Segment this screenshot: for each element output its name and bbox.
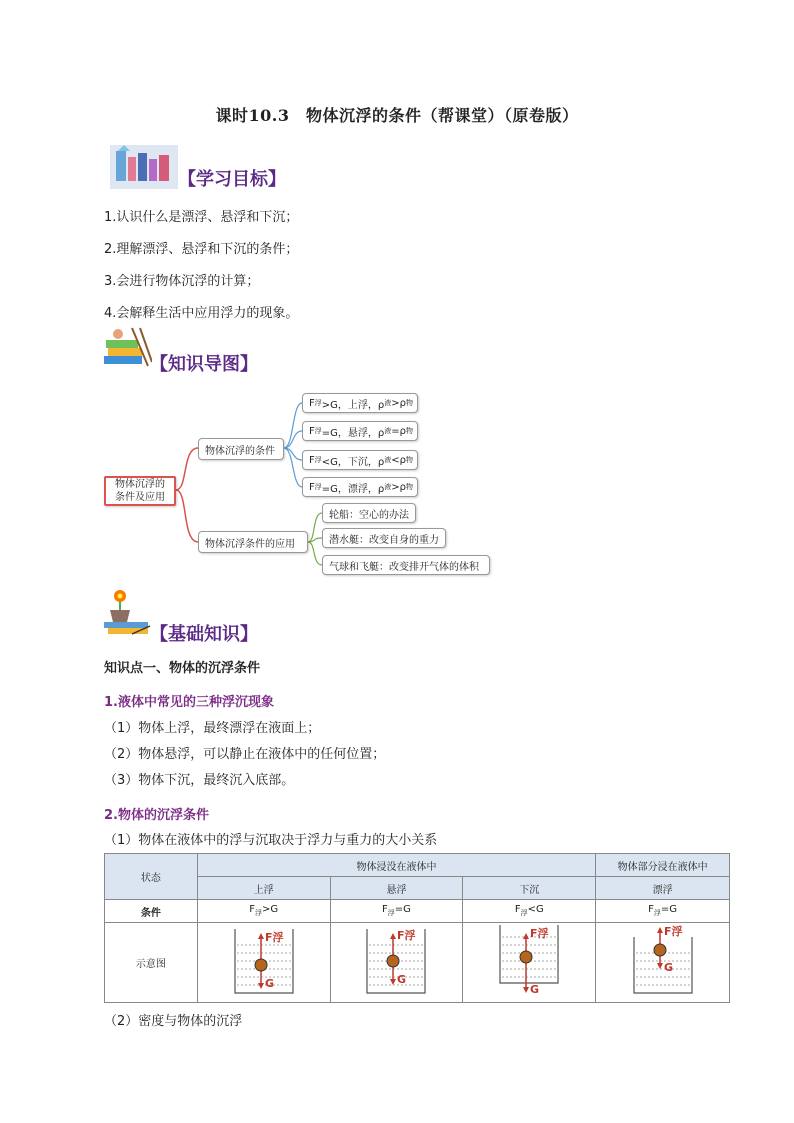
header-submerged: 物体浸没在液体中 xyxy=(197,854,595,877)
books-icon xyxy=(110,145,178,189)
knowledge-point-title: 知识点一、物体的沉浮条件 xyxy=(104,661,261,676)
header-partial: 物体部分浸在液体中 xyxy=(596,854,730,877)
flower-books-icon xyxy=(100,588,152,638)
force-up-label: F浮 xyxy=(397,929,416,942)
force-up-label: F浮 xyxy=(663,925,683,938)
force-down-label: G xyxy=(663,961,673,974)
mindmap-app-balloon: 气球和飞艇：改变排开气体的体积 xyxy=(322,555,490,575)
header-state: 状态 xyxy=(105,854,198,900)
mindmap-branch-applications: 物体沉浮条件的应用 xyxy=(198,531,308,553)
header-rise: 上浮 xyxy=(197,877,330,900)
mindmap-app-ship: 轮船：空心的办法 xyxy=(322,503,416,523)
mindmap-condition-float: F 浮 =G，漂浮，ρ 液 >ρ 物 xyxy=(302,477,418,497)
diagram-float xyxy=(596,923,730,1003)
diagram-suspend xyxy=(330,923,463,1003)
force-up-label: F浮 xyxy=(530,927,549,940)
header-suspend: 悬浮 xyxy=(330,877,463,900)
section-goals-title: 【学习目标】 xyxy=(178,169,286,190)
mindmap-condition-sink: F 浮 <G，下沉，ρ 液 <ρ 物 xyxy=(302,450,418,470)
goal-item: 2.理解漂浮、悬浮和下沉的条件； xyxy=(104,242,299,257)
condition-intro: （1）物体在液体中的浮与沉取决于浮力与重力的大小关系 xyxy=(104,833,438,848)
mindmap-app-submarine: 潜水艇：改变自身的重力 xyxy=(322,528,446,548)
mindmap-root: 物体沉浮的条件及应用 xyxy=(104,476,176,506)
goal-item: 3.会进行物体沉浮的计算； xyxy=(104,274,260,289)
float-diagram xyxy=(628,923,698,999)
density-intro: （2）密度与物体的沉浮 xyxy=(104,1014,243,1029)
condition-cell: $F_浮=G$ xyxy=(330,900,463,923)
subsection-heading: 2.物体的沉浮条件 xyxy=(104,808,209,823)
phenomenon-item: （1）物体上浮，最终漂浮在液面上； xyxy=(104,721,321,736)
force-down-label: G xyxy=(397,973,407,986)
sink-diagram xyxy=(494,923,564,999)
goal-item: 1.认识什么是漂浮、悬浮和下沉； xyxy=(104,210,299,225)
section-map-title: 【知识导图】 xyxy=(150,354,258,375)
diagram-sink xyxy=(463,923,596,1003)
page-title: 课时10.3 物体沉浮的条件（帮课堂）（原卷版） xyxy=(215,106,579,125)
condition-cell: $F_浮<G$ xyxy=(463,900,596,923)
mindmap-condition-rise: F 浮 >G，上浮，ρ 液 >ρ 物 xyxy=(302,393,418,413)
rise-diagram xyxy=(229,923,299,999)
books-ladder-icon xyxy=(102,326,152,370)
force-up-label: F浮 xyxy=(264,931,284,944)
phenomenon-item: （3）物体下沉，最终沉入底部。 xyxy=(104,773,295,788)
header-float: 漂浮 xyxy=(596,877,730,900)
section-basics-title: 【基础知识】 xyxy=(150,624,258,645)
mindmap-condition-suspend: F 浮 =G，悬浮，ρ 液 =ρ 物 xyxy=(302,421,418,441)
goal-item: 4.会解释生活中应用浮力的现象。 xyxy=(104,306,299,321)
diagram-rise xyxy=(197,923,330,1003)
phenomenon-item: （2）物体悬浮，可以静止在液体中的任何位置； xyxy=(104,747,386,762)
condition-cell: $F_浮>G$ xyxy=(197,900,330,923)
mindmap-branch-conditions: 物体沉浮的条件 xyxy=(198,438,284,460)
force-down-label: G xyxy=(530,983,540,996)
suspend-diagram xyxy=(361,923,431,999)
condition-cell: $F_浮=G$ xyxy=(596,900,730,923)
row-label-diagram: 示意图 xyxy=(105,923,198,1003)
row-label-condition: 条件 xyxy=(105,900,198,923)
force-down-label: G xyxy=(264,977,274,990)
header-sink: 下沉 xyxy=(463,877,596,900)
subsection-heading: 1.液体中常见的三种浮沉现象 xyxy=(104,695,274,710)
conditions-table xyxy=(104,853,730,1003)
